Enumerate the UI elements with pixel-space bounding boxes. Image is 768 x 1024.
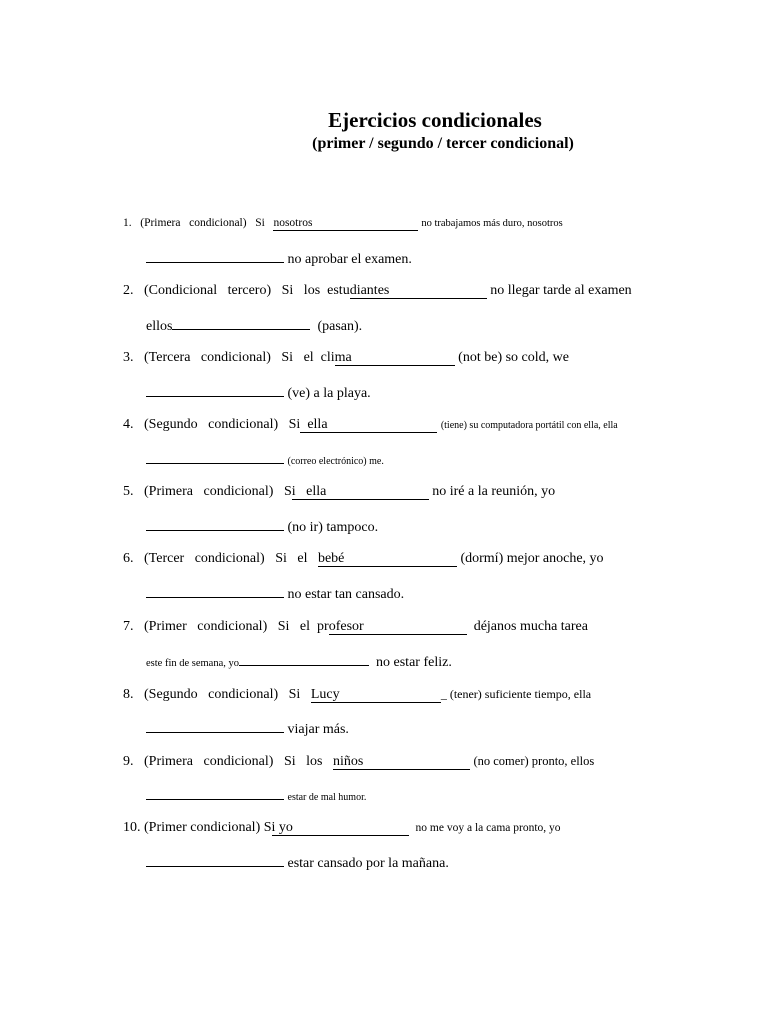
exercise-line2-prefix: ellos (146, 319, 173, 334)
exercise-subject: niños (332, 754, 364, 769)
exercise-label: (Primera condicional) (144, 484, 274, 499)
exercise-rest: (tiene) su computadora portátil con ella, ella (440, 420, 618, 431)
exercise-line2: (no ir) tampoco. (287, 520, 379, 535)
exercise-si: S (283, 484, 292, 499)
exercise-blank-filled[interactable] (350, 284, 487, 299)
exercise-si: S (263, 820, 272, 835)
exercise-line2: estar de mal humor. (287, 792, 367, 803)
exercise-2-line-1 (123, 282, 632, 300)
exercise-subject: ofesor (328, 619, 364, 634)
exercise-rest: (not be) so cold, we (458, 350, 569, 365)
exercise-blank-filled[interactable] (329, 620, 467, 635)
exercise-8-line-2 (146, 719, 349, 739)
exercise-label: (Primera condicional) (140, 217, 247, 229)
exercise-6-line-2 (146, 584, 404, 604)
exercise-label: (Primera condicional) (144, 754, 274, 769)
exercise-subject: Lucy (310, 687, 340, 702)
exercise-10-line-1 (123, 819, 561, 837)
exercise-si: Si (288, 417, 301, 432)
exercise-label: (Primer condicional) (144, 820, 261, 835)
exercise-rest: _ (tener) suficiente tiempo, ella (440, 687, 592, 701)
answer-blank[interactable] (146, 450, 284, 464)
exercise-line2: (pasan). (317, 319, 363, 334)
exercise-3-line-1 (123, 349, 569, 367)
answer-blank[interactable] (146, 517, 284, 531)
exercise-blank-filled[interactable] (311, 688, 441, 703)
exercise-label: (Tercera condicional) (144, 350, 271, 365)
exercise-label: (Segundo condicional) (144, 417, 279, 432)
exercise-4-line-1 (123, 416, 618, 435)
exercise-line2: no aprobar el examen. (287, 252, 412, 267)
exercise-4-line-2 (146, 450, 384, 471)
exercise-si: Si el (275, 551, 308, 566)
exercise-label: (Condicional tercero) (144, 283, 272, 298)
exercise-number: 9. (123, 754, 134, 769)
exercise-rest: no iré a la reunión, yo (432, 484, 556, 499)
answer-blank[interactable] (146, 853, 284, 867)
exercise-rest: no llegar tarde al examen (490, 283, 632, 298)
exercise-label: (Segundo condicional) (144, 687, 279, 702)
exercise-number: 6. (123, 551, 134, 566)
exercise-3-line-2 (146, 383, 371, 403)
exercise-number: 5. (123, 484, 134, 499)
exercise-7-line-1 (123, 618, 588, 636)
exercise-rest: no me voy a la cama pronto, yo (415, 822, 561, 834)
answer-blank[interactable] (146, 249, 284, 263)
exercise-line2-prefix: este fin de semana, yo (146, 658, 240, 669)
exercise-blank-filled[interactable] (273, 216, 418, 231)
exercise-subject: ma (334, 350, 352, 365)
exercise-blank-filled[interactable] (318, 552, 457, 567)
exercise-8-line-1 (123, 685, 591, 704)
exercise-number: 1. (123, 217, 132, 229)
exercise-blank-filled[interactable] (292, 485, 429, 500)
exercise-si: Si los (283, 754, 323, 769)
exercise-blank-filled[interactable] (272, 821, 409, 836)
exercise-5-line-1 (123, 483, 555, 501)
exercise-line2: viajar más. (287, 722, 349, 737)
answer-blank[interactable] (146, 786, 284, 800)
exercise-rest: (dormí) mejor anoche, yo (460, 551, 604, 566)
exercise-10-line-2 (146, 853, 449, 873)
exercise-number: 10. (123, 820, 141, 835)
exercise-1-line-1 (123, 214, 563, 233)
answer-blank[interactable] (146, 584, 284, 598)
exercise-number: 3. (123, 350, 134, 365)
exercise-number: 8. (123, 687, 134, 702)
exercise-6-line-1 (123, 550, 604, 568)
exercise-line2: (correo electrónico) me. (287, 456, 384, 467)
exercise-number: 4. (123, 417, 134, 432)
exercise-label: (Tercer condicional) (144, 551, 265, 566)
exercise-si: Si (288, 687, 301, 702)
exercise-subject: diantes (349, 283, 390, 298)
exercise-subject: i ella (291, 484, 327, 499)
exercise-si: Si el (277, 619, 311, 634)
exercise-9-line-2 (146, 786, 366, 807)
exercise-line2: no estar tan cansado. (287, 587, 405, 602)
exercise-blank-filled[interactable] (300, 418, 437, 433)
exercise-5-line-2 (146, 517, 378, 537)
exercise-rest: no trabajamos más duro, nosotros (421, 218, 563, 229)
exercise-subject-prefix: estu (327, 283, 350, 298)
exercise-subject: bebé (317, 551, 345, 566)
exercise-si: Si los (281, 283, 321, 298)
exercise-subject: nosotros (273, 217, 313, 229)
exercise-line2: estar cansado por la mañana. (287, 856, 449, 871)
exercise-subject: i yo (271, 820, 293, 835)
answer-blank[interactable] (146, 383, 284, 397)
page-title: Ejercicios condicionales (328, 108, 542, 132)
exercise-line2: (ve) a la playa. (287, 386, 371, 401)
exercise-9-line-1 (123, 752, 594, 771)
exercise-rest: (no comer) pronto, ellos (473, 754, 595, 768)
exercise-label: (Primer condicional) (144, 619, 268, 634)
page-subtitle: (primer / segundo / tercer condicional) (312, 135, 574, 152)
exercise-1-line-2 (146, 249, 412, 269)
exercise-rest: déjanos mucha tarea (473, 619, 588, 634)
answer-blank[interactable] (239, 652, 369, 666)
exercise-number: 7. (123, 619, 134, 634)
answer-blank[interactable] (146, 719, 284, 733)
exercise-subject-prefix: cli (320, 350, 335, 365)
exercise-blank-filled[interactable] (333, 755, 470, 770)
exercise-2-line-2 (146, 316, 362, 336)
exercise-si: Si el (281, 350, 314, 365)
exercise-blank-filled[interactable] (335, 351, 455, 366)
exercise-number: 2. (123, 283, 134, 298)
answer-blank[interactable] (172, 316, 310, 330)
exercise-subject-prefix: pr (317, 619, 329, 634)
exercise-7-line-2 (146, 652, 452, 673)
exercise-line2: no estar feliz. (376, 655, 452, 670)
exercise-subject: ella (307, 417, 328, 432)
exercise-si: Si (255, 217, 265, 229)
